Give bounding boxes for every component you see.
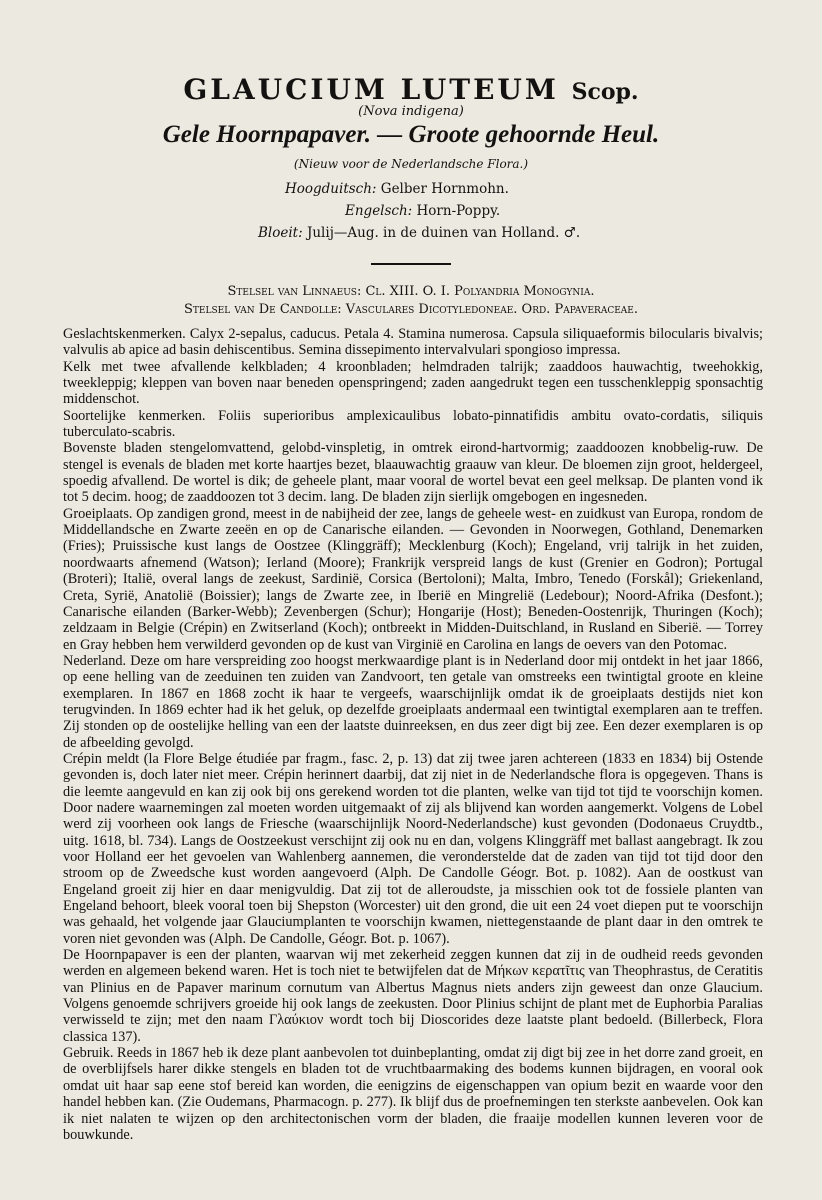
body-text: [63, 326, 763, 1143]
species-title: [0, 73, 822, 106]
english-name: Horn-Poppy.: [416, 203, 501, 219]
species-author: Scop.: [571, 79, 639, 105]
species-name: GLAUCIUM LUTEUM: [183, 73, 559, 106]
paragraph-netherlands: Nederland. Deze om hare verspreiding zoo hoogst merkwaardige plant is in Nederland door mij ontdekt in het jaar 1866, op eene helling van de zeeduinen ten zuiden van Zandvoort, ten getale van omstreeks een twintigtal groote en kleine exemplaren. In 1867 en 1868 zocht ik haar te vergeefs, waarschijnlijk omdat ik de groeiplaats destijds niet kon terugvinden. In 1869 echter had ik het geluk, op dezelfde groeiplaats andermaal een twintigtal exemplaren aan te treffen. Zij stonden op de oostelijke helling van een der laatste duinreeksen, en dus zeer digt bij zee. Een dezer exemplaren is op de afbeelding gevolgd.: [63, 652, 763, 751]
flowering-text: Julij—Aug. in de duinen van Holland. ♂.: [306, 225, 581, 241]
paragraph-crepin: Crépin meldt (la Flore Belge étudiée par fragm., fasc. 2, p. 13) dat zij twee jaren achtereen (1833 en 1834) bij Ostende gevonden is, doch later niet meer. Crépin herinnert daarbij, dat zij niet in de Nederlandsche flora is opgegeven. Thans is die leemte aangevuld en kan zij ook bij ons gerekend worden tot die planten, welke van tijd tot tijd te voorschijn komen. Door nadere waarnemingen zal moeten worden uitgemaakt of zij als blijvend kan worden aangemerkt. Volgens de Lobel werd zij voorheen ook langs de Friesche (waarschijnlijk Noord-Nederlandsche) kust gevonden (Dodonaeus Cruydtb., uitg. 1618, bl. 734). Langs de Oostzeekust verschijnt zij ook nu en dan, volgens Klinggräff met ballast aangebragt. Ik zou voor Holland eer het gevoelen van Wahlenberg aannemen, die veronderstelde dat de zaden van tijd tot tijd door den stroom op de Zweedsche kust worden aangevoerd (Alph. De Candolle Géogr. Bot. p. 1082). Aan de oostkust van Engeland groeit zij hier en daar menigvuldig. Dat zij tot de alleroudste, ja misschien ook tot de fossiele planten van Engeland behoort, bleek vooral toen bij Shepston (Worcester) uit den grond, die uit een 24 voet diepen put te voorschijn was gehaald, het volgende jaar Glauciumplanten te voorschijn kwamen, niettegenstaande de plant daar in den omtrek te voren niet gevonden was (Alph. De Candolle, Géogr. Bot. p. 1067).: [63, 750, 763, 947]
paragraph-history: De Hoornpapaver is een der planten, waarvan wij met zekerheid zeggen kunnen dat zij in de oudheid reeds gevonden werden en algemeen bekend waren. Het is toch niet te betwijfelen dat de Μήκων κερατῖτις van Theophrastus, de Ceratitis van Plinius en de Papaver marinum cornutum van Albertus Magnus niets anders zijn geweest dan onze Glaucium. Volgens genoemde schrijvers groeide hij ook langs de zeekusten. Door Plinius schijnt de plant met de Euphorbia Paralias verwisseld te zijn; met den naam Γλαύκιον wordt toch bij Dioscorides deze laatste plant bedoeld. (Billerbeck, Flora classica 137).: [63, 947, 763, 1045]
german-label: Hoogduitsch:: [285, 181, 377, 197]
flowering-line: [258, 225, 580, 241]
paragraph-genus-latin: Geslachtskenmerken. Calyx 2-sepalus, caducus. Petala 4. Stamina numerosa. Capsula siliquaeformis bilocularis bivalvis; valvulis ab apice ad basin dehiscentibus. Semina dissepimento intervalvulari spongioso impressa.: [63, 326, 763, 359]
paragraph-genus-dutch: Kelk met twee afvallende kelkbladen; 4 kroonbladen; helmdraden talrijk; zaaddoos hauwachtig, tweehokkig, tweekleppig; kleppen van boven naar beneden openspringend; zaden aangedrukt tegen een tusschenkleppig sponsachtig middenschot.: [63, 358, 763, 408]
german-name-line: [285, 181, 509, 197]
system-candolle: Stelsel van De Candolle: Vasculares Dicotyledoneae. Ord. Papaveraceae.: [184, 302, 638, 317]
novelty-note: (Nieuw voor de Nederlandsche Flora.): [293, 157, 529, 171]
paragraph-habitat: Groeiplaats. Op zandigen grond, meest in de nabijheid der zee, langs de geheele west- en zuidkust van Europa, rondom de Middellandsche en Zwarte zeeën en op de Canarische eilanden. — Gevonden in Noorwegen, Gothland, Denemarken (Fries); Pruissische kust langs de Oostzee (Klinggräff); Mecklenburg (Koch); Engeland, vrij talrijk in het zuiden, noordwaarts afnemend (Watson); Ierland (Moore); Frankrijk verspreid langs de kust (Grenier en Godron); Portugal (Broteri); Italië, overal langs de zeekust, Sardinië, Corsica (Bertoloni); Malta, Imbro, Tenedo (Forskål); Griekenland, Creta, Syrië, Anatolië (Boissier); langs de Zwarte zee, in Iberië en Mingrelië (Ledebour); Noord-Afrika (Desfont.); Canarische eilanden (Barker-Webb); Zevenbergen (Schur); Hongarije (Host); Beneden-Oostenrijk, Thuringen (Koch); zeldzaam in Belgie (Crépin) en Zwitserland (Koch); ontbreekt in Midden-Duitschland, in Rusland en Siberië. — Torrey en Gray hebben hem verwilderd gevonden op de kust van Virginië en Carolina en langs de oevers van den Potomac.: [63, 505, 763, 653]
paragraph-use: Gebruik. Reeds in 1867 heb ik deze plant aanbevolen tot duinbeplanting, omdat zij digt bij zee in het dorre zand groeit, en de overblijfsels harer dikke stengels en bladen tot de vruchtbaarmaking des bodems kunnen bijdragen, en vooral ook omdat uit haar sap eene stof bereid kan worden, die eenigzins de eigenschappen van opium bezit en waarde voor den handel hebben kan. (Zie Oudemans, Pharmacogn. p. 277). Ik blijf dus de proefnemingen ten sterkste aanbevelen. Ook kan ik niet nalaten te wijzen op den architectonischen vorm der bladen, die fraaije modellen kunnen leveren voor de bouwkunde.: [63, 1045, 763, 1143]
english-label: Engelsch:: [345, 203, 413, 219]
german-name: Gelber Hornmohn.: [380, 181, 509, 197]
common-names: Gele Hoornpapaver. — Groote gehoornde Heul.: [162, 121, 660, 148]
flowering-label: Bloeit:: [258, 225, 303, 241]
divider: [371, 263, 451, 265]
system-linnaeus: Stelsel van Linnaeus: Cl. XIII. O. I. Polyandria Monogynia.: [227, 284, 595, 299]
paragraph-species-latin: Soortelijke kenmerken. Foliis superioribus amplexicaulibus lobato-pinnatifidis ambitu ovato-cordatis, siliquis tuberculato-scabris.: [63, 407, 763, 441]
status-note: (Nova indigena): [358, 104, 464, 119]
english-name-line: [345, 203, 500, 219]
paragraph-species-dutch: Bovenste bladen stengelomvattend, gelobd-vinspletig, in omtrek eirond-hartvormig; zaaddoozen knobbelig-ruw. De stengel is evenals de bladen met korte haartjes bezet, blaauwachtig graauw van kleur. De bloemen zijn groot, heldergeel, spoedig afvallend. De wortel is dik; de geheele plant, maar vooral de wortel bevat een geel melksap. De planten vond ik tot 5 decim. hoog; de zaaddoozen tot 3 decim. lang. De bladen zijn sierlijk omgebogen en ingesneden.: [63, 440, 763, 506]
